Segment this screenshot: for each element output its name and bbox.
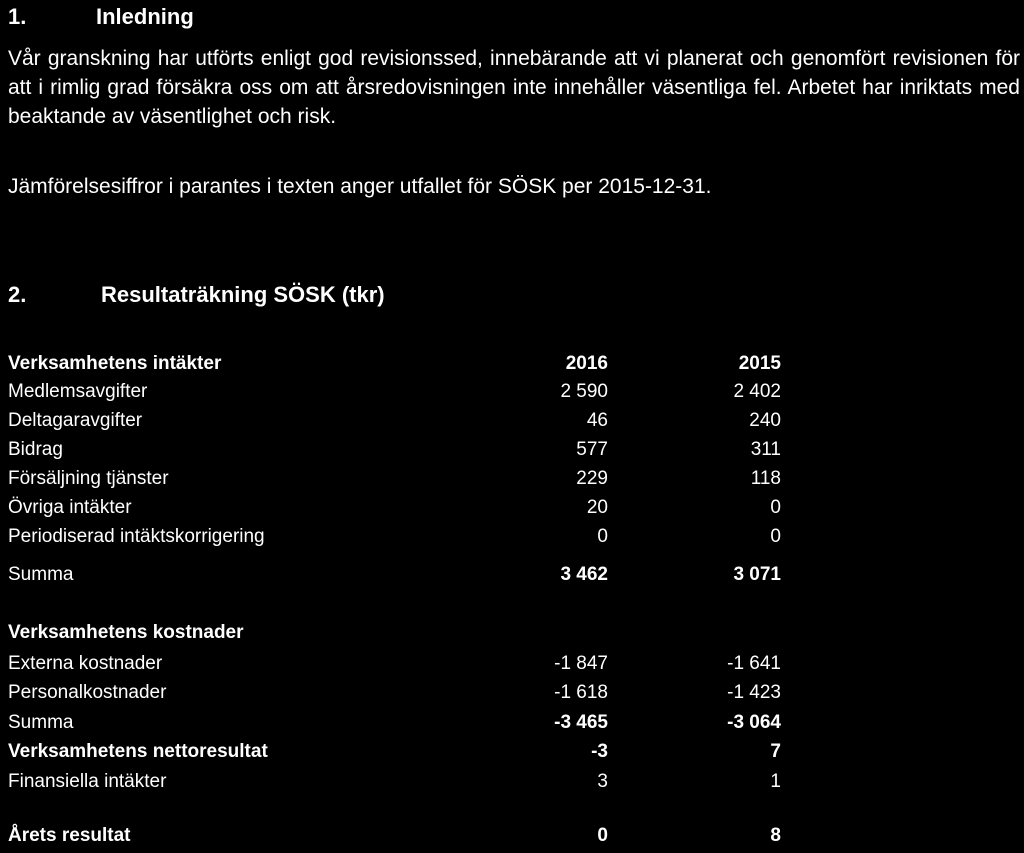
cost-header-row	[8, 619, 798, 647]
income-sum-row: Summa 3 462 3 071	[8, 564, 781, 585]
year-result-row: Årets resultat 0 8	[8, 825, 781, 846]
year-2015-header: 2015	[738, 353, 781, 374]
income-header-label: Verksamhetens intäkter	[8, 353, 222, 374]
section-2-heading	[8, 282, 385, 308]
table-header-row	[8, 350, 798, 378]
table-row: Externa kostnader -1 847 -1 641	[8, 653, 781, 674]
table-row: Försäljning tjänster 229 118	[8, 468, 781, 489]
net-result-row: Verksamhetens nettoresultat -3 7	[8, 741, 781, 762]
cost-header-label: Verksamhetens kostnader	[8, 622, 244, 643]
section-1-heading	[8, 4, 194, 30]
intro-paragraph: Vår granskning har utförts enligt god revisionssed, innebärande att vi planerat och genomfört revisionen för att i rimlig grad försäkra oss om att årsredovisningen inte innehåller väsentliga fel. Arbetet har inriktats med beaktande av väsentlighet och risk.	[8, 47, 1020, 128]
section-2-number: 2.	[8, 282, 27, 307]
table-row: Övriga intäkter 20 0	[8, 497, 781, 518]
table-row: Periodiserad intäktskorrigering 0 0	[8, 526, 781, 547]
year-2016-header: 2016	[565, 353, 608, 374]
financial-income-row: Finansiella intäkter 3 1	[8, 771, 781, 792]
section-1-number: 1.	[8, 4, 27, 29]
comparison-note: Jämförelsesiffror i parantes i texten anger utfallet för SÖSK per 2015-12-31.	[8, 175, 712, 198]
table-row: Medlemsavgifter 2 590 2 402	[8, 381, 781, 402]
table-row: Bidrag 577 311	[8, 439, 781, 460]
cost-sum-row: Summa -3 465 -3 064	[8, 712, 781, 733]
section-2-title: Resultaträkning SÖSK (tkr)	[101, 282, 385, 307]
section-1-title: Inledning	[96, 4, 194, 29]
table-row: Personalkostnader -1 618 -1 423	[8, 682, 781, 703]
table-row: Deltagaravgifter 46 240	[8, 410, 781, 431]
